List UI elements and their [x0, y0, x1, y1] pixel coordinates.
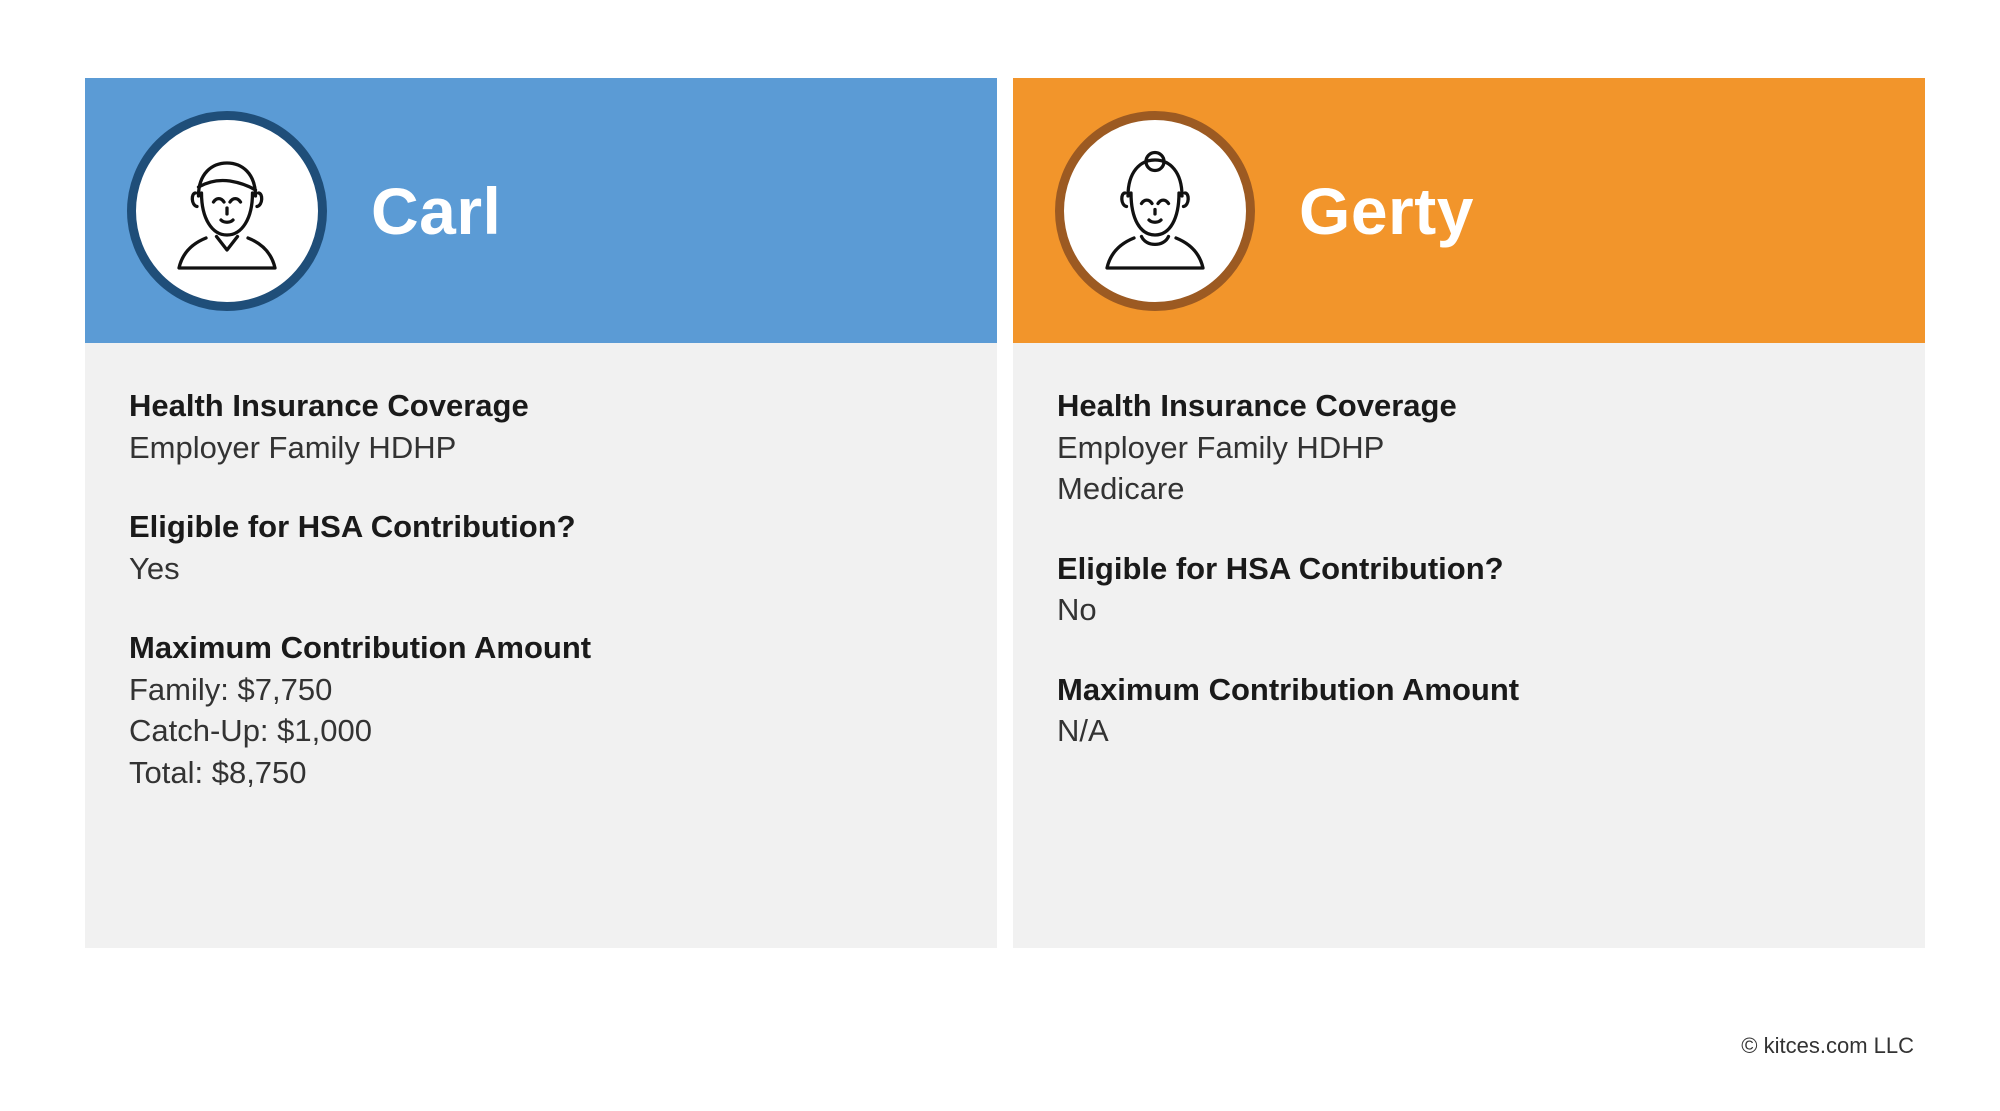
- field-label: Health Insurance Coverage: [1057, 388, 1457, 423]
- card-body-carl: [85, 343, 997, 948]
- field-label: Maximum Contribution Amount: [129, 630, 592, 666]
- field-value: Catch-Up: $1,000: [129, 713, 372, 749]
- man-face-icon: [127, 111, 327, 311]
- field-label: Maximum Contribution Amount: [1057, 671, 1520, 707]
- field-maximum-contribution: [129, 627, 953, 793]
- field-value: Medicare: [1057, 471, 1185, 507]
- person-card-gerty: [1013, 78, 1925, 948]
- field-value: Employer Family HDHP: [129, 429, 457, 465]
- woman-face-icon: [1055, 111, 1255, 311]
- field-hsa-eligibility: [1057, 548, 1881, 631]
- field-value: Yes: [129, 550, 180, 586]
- person-name: Gerty: [1299, 173, 1474, 248]
- field-label: Eligible for HSA Contribution?: [129, 509, 576, 545]
- field-value: N/A: [1057, 713, 1109, 749]
- field-label: Eligible for HSA Contribution?: [1057, 550, 1504, 586]
- field-health-insurance-coverage: [129, 385, 953, 468]
- field-value: Family: $7,750: [129, 671, 333, 707]
- person-card-carl: [85, 78, 997, 948]
- card-header-gerty: [1013, 78, 1925, 343]
- field-value: Total: $8,750: [129, 754, 307, 790]
- field-health-insurance-coverage: [1057, 385, 1881, 510]
- card-header-carl: [85, 78, 997, 343]
- field-maximum-contribution: [1057, 669, 1881, 752]
- copyright-notice: © kitces.com LLC: [1741, 1033, 1914, 1058]
- field-value: No: [1057, 592, 1097, 628]
- person-name: Carl: [371, 173, 502, 248]
- field-hsa-eligibility: [129, 506, 953, 589]
- card-body-gerty: [1013, 343, 1925, 948]
- field-value: Employer Family HDHP: [1057, 429, 1385, 465]
- field-label: Health Insurance Coverage: [129, 388, 529, 423]
